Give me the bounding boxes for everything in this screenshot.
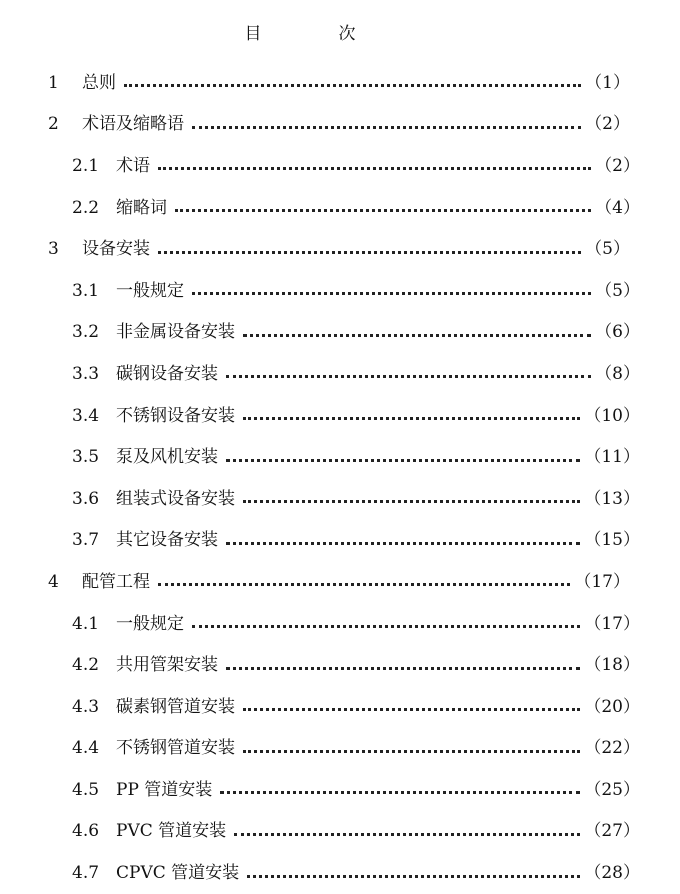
toc-entry-page: （18） — [584, 655, 640, 676]
toc-dot-leader — [220, 791, 580, 794]
toc-dot-leader — [234, 833, 580, 836]
toc-entry[interactable] — [0, 811, 680, 853]
toc-dot-leader — [226, 667, 580, 670]
toc-entry[interactable] — [0, 644, 680, 686]
toc-entry-title: PP 管道安装 — [116, 779, 213, 800]
toc-entry[interactable] — [0, 312, 680, 354]
toc-dot-leader — [124, 84, 581, 87]
toc-entry-number: 2.2 — [72, 197, 100, 218]
toc-entry-title: 非金属设备安装 — [116, 322, 235, 343]
toc-dot-leader — [158, 251, 581, 254]
toc-entry-number: 4.7 — [72, 863, 100, 884]
toc-entry-title: 碳钢设备安装 — [116, 363, 218, 384]
toc-entry[interactable] — [0, 228, 680, 270]
toc-entry-title: 共用管架安装 — [116, 655, 218, 676]
toc-entry-title: 一般规定 — [116, 613, 184, 634]
toc-entry[interactable] — [0, 62, 680, 104]
toc-entry-page: （1） — [585, 72, 630, 93]
toc-entry-number: 3.2 — [72, 322, 100, 343]
toc-entry[interactable] — [0, 603, 680, 645]
toc-entry[interactable] — [0, 478, 680, 520]
toc-entry-number: 3.4 — [72, 405, 100, 426]
toc-entry-number: 1 — [48, 72, 59, 93]
toc-entry[interactable] — [0, 145, 680, 187]
toc-entry-title: 术语及缩略语 — [82, 114, 184, 135]
toc-entry-number: 3.7 — [72, 530, 100, 551]
toc-entry-number: 3 — [48, 239, 59, 260]
toc-dot-leader — [192, 126, 581, 129]
toc-dot-leader — [226, 459, 580, 462]
toc-entry-number: 4 — [48, 571, 59, 592]
toc-entry-page: （20） — [584, 696, 640, 717]
toc-entry[interactable] — [0, 852, 680, 894]
toc-entry[interactable] — [0, 769, 680, 811]
toc-entry-number: 3.6 — [72, 488, 100, 509]
toc-entry-title: 配管工程 — [82, 571, 150, 592]
toc-dot-leader — [158, 167, 591, 170]
toc-entry-title: 组装式设备安装 — [116, 488, 235, 509]
toc-dot-leader — [192, 625, 580, 628]
toc-entry[interactable] — [0, 520, 680, 562]
toc-dot-leader — [158, 583, 570, 586]
toc-entry-number: 3.3 — [72, 363, 100, 384]
toc-entry-page: （5） — [585, 239, 630, 260]
toc-dot-leader — [243, 500, 580, 503]
toc-entry-page: （28） — [584, 863, 640, 884]
toc-entry-title: CPVC 管道安装 — [116, 863, 240, 884]
toc-entry-number: 4.5 — [72, 779, 100, 800]
toc-list — [0, 62, 680, 894]
toc-dot-leader — [226, 375, 591, 378]
toc-entry-page: （27） — [584, 821, 640, 842]
toc-entry-page: （13） — [584, 488, 640, 509]
toc-entry-number: 3.5 — [72, 447, 100, 468]
toc-entry-title: 总则 — [82, 72, 116, 93]
toc-entry-title: 缩略词 — [116, 197, 167, 218]
toc-entry[interactable] — [0, 187, 680, 229]
toc-entry-title: 不锈钢管道安装 — [116, 738, 235, 759]
toc-dot-leader — [243, 417, 580, 420]
toc-entry-title: 泵及风机安装 — [116, 447, 218, 468]
toc-entry-number: 4.1 — [72, 613, 100, 634]
toc-entry-page: （2） — [595, 155, 640, 176]
toc-entry[interactable] — [0, 353, 680, 395]
toc-entry-page: （5） — [595, 280, 640, 301]
toc-entry-page: （4） — [595, 197, 640, 218]
toc-entry-number: 4.4 — [72, 738, 100, 759]
toc-entry[interactable] — [0, 395, 680, 437]
toc-entry[interactable] — [0, 436, 680, 478]
toc-dot-leader — [247, 875, 580, 878]
toc-dot-leader — [175, 209, 591, 212]
toc-entry-page: （11） — [584, 447, 640, 468]
toc-entry-page: （17） — [584, 613, 640, 634]
toc-entry-page: （17） — [574, 571, 630, 592]
toc-entry[interactable] — [0, 561, 680, 603]
toc-dot-leader — [192, 292, 591, 295]
toc-entry-page: （6） — [595, 322, 640, 343]
toc-entry[interactable] — [0, 728, 680, 770]
toc-entry-title: 一般规定 — [116, 280, 184, 301]
toc-dot-leader — [243, 708, 580, 711]
toc-dot-leader — [226, 542, 580, 545]
toc-entry[interactable] — [0, 270, 680, 312]
toc-entry-number: 2 — [48, 114, 59, 135]
toc-entry-page: （15） — [584, 530, 640, 551]
toc-entry-title: 碳素钢管道安装 — [116, 696, 235, 717]
toc-title: 目 次 — [244, 24, 386, 44]
toc-dot-leader — [243, 334, 591, 337]
toc-entry-title: 术语 — [116, 155, 150, 176]
toc-entry-page: （8） — [595, 363, 640, 384]
toc-entry-number: 4.6 — [72, 821, 100, 842]
toc-entry-number: 2.1 — [72, 155, 100, 176]
toc-entry-number: 4.2 — [72, 655, 100, 676]
toc-entry-title: 设备安装 — [82, 239, 150, 260]
toc-dot-leader — [243, 750, 580, 753]
toc-entry[interactable] — [0, 686, 680, 728]
toc-entry-title: 不锈钢设备安装 — [116, 405, 235, 426]
toc-entry-title: PVC 管道安装 — [116, 821, 227, 842]
toc-entry-page: （2） — [585, 114, 630, 135]
toc-entry-page: （10） — [584, 405, 640, 426]
toc-entry-number: 3.1 — [72, 280, 100, 301]
toc-entry-page: （25） — [584, 779, 640, 800]
toc-entry-title: 其它设备安装 — [116, 530, 218, 551]
toc-entry-number: 4.3 — [72, 696, 100, 717]
toc-entry-page: （22） — [584, 738, 640, 759]
toc-entry[interactable] — [0, 104, 680, 146]
